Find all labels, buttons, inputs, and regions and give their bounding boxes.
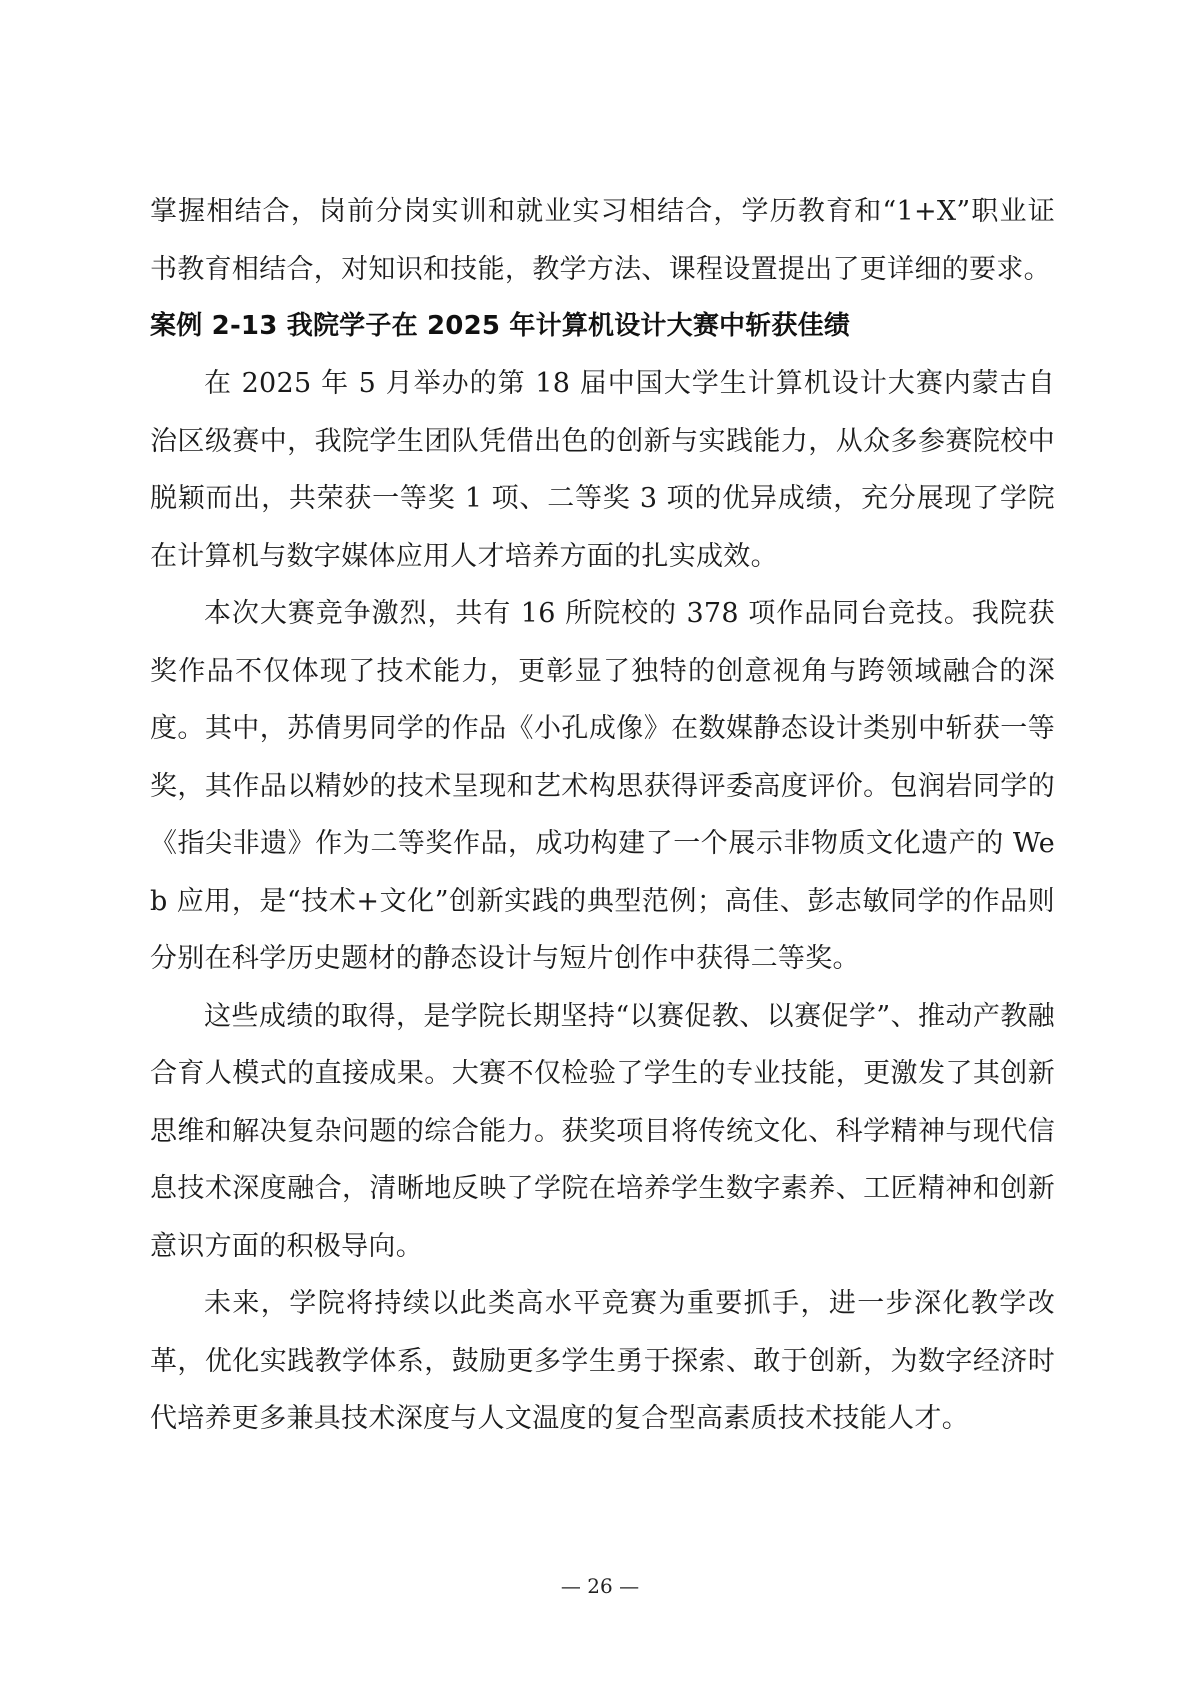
continuation-paragraph: 掌握相结合，岗前分岗实训和就业实习相结合，学历教育和“1+X”职业证书教育相结合，对知识和技能，教学方法、课程设置提出了更详细的要求。: [150, 196, 1055, 285]
page-body: [150, 183, 1055, 1448]
page-number: — 26 —: [560, 1574, 640, 1598]
body-paragraph-1: 在 2025 年 5 月举办的第 18 届中国大学生计算机设计大赛内蒙古自治区级赛中，我院学生团队凭借出色的创新与实践能力，从众多参赛院校中脱颖而出，共荣获一等奖 1 项、二等奖 3 项的优异成绩，充分展现了学院在计算机与数字媒体应用人才培养方面的扎实成效。: [150, 368, 1055, 572]
case-heading: 案例 2-13 我院学子在 2025 年计算机设计大赛中斩获佳绩: [150, 311, 851, 341]
body-paragraph-4: 未来，学院将持续以此类高水平竞赛为重要抓手，进一步深化教学改革，优化实践教学体系，鼓励更多学生勇于探索、敢于创新，为数字经济时代培养更多兼具技术深度与人文温度的复合型高素质技术技能人才。: [150, 1288, 1055, 1434]
body-paragraph-2: 本次大赛竞争激烈，共有 16 所院校的 378 项作品同台竞技。我院获奖作品不仅体现了技术能力，更彰显了独特的创意视角与跨领域融合的深度。其中，苏倩男同学的作品《小孔成像》在数媒静态设计类别中斩获一等奖，其作品以精妙的技术呈现和艺术构思获得评委高度评价。包润岩同学的《指尖非遗》作为二等奖作品，成功构建了一个展示非物质文化遗产的 Web 应用，是“技术+文化”创新实践的典型范例；高佳、彭志敏同学的作品则分别在科学历史题材的静态设计与短片创作中获得二等奖。: [150, 598, 1055, 974]
body-paragraph-3: 这些成绩的取得，是学院长期坚持“以赛促教、以赛促学”、推动产教融合育人模式的直接成果。大赛不仅检验了学生的专业技能，更激发了其创新思维和解决复杂问题的综合能力。获奖项目将传统文化、科学精神与现代信息技术深度融合，清晰地反映了学院在培养学生数字素养、工匠精神和创新意识方面的积极导向。: [150, 1000, 1055, 1262]
